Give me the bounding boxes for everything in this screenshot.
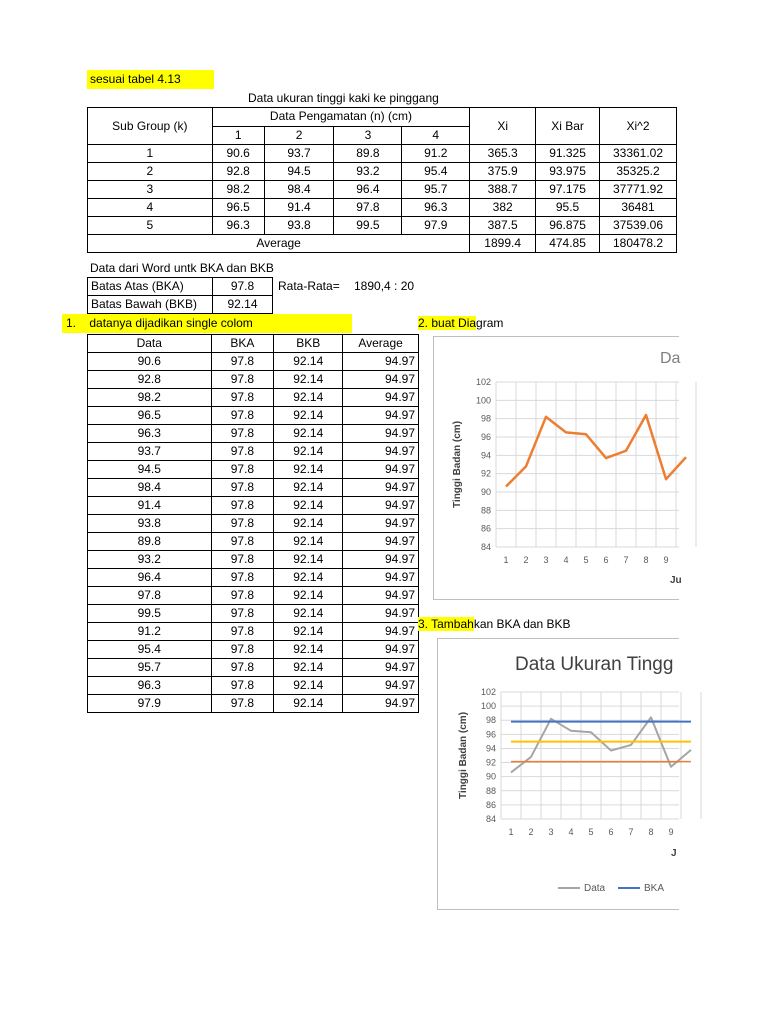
y-tick-label: 102 xyxy=(475,377,491,387)
xi2-cell: 35325.2 xyxy=(600,163,677,181)
data-cell: 98.2 xyxy=(88,389,212,407)
observation-table xyxy=(87,107,677,253)
bkb-cell: 92.14 xyxy=(274,425,343,443)
x-tick-label: 5 xyxy=(588,827,594,837)
bka-cell: 97.8 xyxy=(211,569,274,587)
obs-cell: 97.8 xyxy=(334,199,402,217)
average-cell: 94.97 xyxy=(343,389,419,407)
subgroup-header: Sub Group (k) xyxy=(88,108,213,145)
bkb-value: 92.14 xyxy=(213,296,273,314)
xi-cell: 382 xyxy=(470,199,536,217)
data-cell: 90.6 xyxy=(88,353,212,371)
rata-value: 1890,4 : 20 xyxy=(354,279,415,293)
bkb-cell: 92.14 xyxy=(274,605,343,623)
bka-cell: 97.8 xyxy=(211,587,274,605)
x-tick-label: 9 xyxy=(668,827,674,837)
bka-cell: 97.8 xyxy=(211,677,274,695)
data-cell: 99.5 xyxy=(88,605,212,623)
subgroup-cell: 3 xyxy=(88,181,213,199)
chart-title: Data Ukuran Tingg xyxy=(515,654,674,675)
table-row xyxy=(88,163,677,181)
single-column-table xyxy=(87,334,419,713)
x-tick-label: 7 xyxy=(623,555,629,565)
step1-banner xyxy=(62,314,352,333)
y-tick-label: 90 xyxy=(485,771,496,782)
obs-cell: 95.4 xyxy=(402,163,470,181)
bkb-cell: 92.14 xyxy=(274,479,343,497)
t2-header-data: Data xyxy=(88,335,212,353)
x-tick-label: 1 xyxy=(508,827,514,837)
y-tick-label: 102 xyxy=(480,687,496,697)
average-cell: 94.97 xyxy=(343,659,419,677)
step2-highlight: 2. buat Dia xyxy=(418,316,477,330)
avg-xi2: 180478.2 xyxy=(600,235,677,253)
y-tick-label: 98 xyxy=(480,413,491,424)
x-tick-label: 4 xyxy=(563,555,569,565)
average-cell: 94.97 xyxy=(343,623,419,641)
y-tick-label: 84 xyxy=(480,542,491,552)
average-cell: 94.97 xyxy=(343,677,419,695)
y-tick-label: 92 xyxy=(485,757,496,768)
xibar-cell: 95.5 xyxy=(536,199,600,217)
bka-cell: 97.8 xyxy=(211,605,274,623)
x-tick-label: 7 xyxy=(628,827,634,837)
bka-value: 97.8 xyxy=(213,278,273,296)
obs-cell: 91.2 xyxy=(402,145,470,163)
bka-cell: 97.8 xyxy=(211,461,274,479)
bkb-cell: 92.14 xyxy=(274,371,343,389)
x-tick-label: 1 xyxy=(503,555,509,565)
subgroup-cell: 4 xyxy=(88,199,213,217)
table-row xyxy=(88,533,419,551)
y-tick-label: 100 xyxy=(480,701,496,712)
table-row xyxy=(88,497,419,515)
t2-header-bka: BKA xyxy=(211,335,274,353)
obs-cell: 99.5 xyxy=(334,217,402,235)
bka-cell: 97.8 xyxy=(211,641,274,659)
step2-label xyxy=(418,315,503,332)
bkb-cell: 92.14 xyxy=(274,407,343,425)
step3-highlight: 3. Tambah xyxy=(418,617,474,631)
table-row xyxy=(88,443,419,461)
xi2-cell: 37539.06 xyxy=(600,217,677,235)
x-tick-label: 9 xyxy=(663,555,669,565)
table-row xyxy=(88,407,419,425)
data-cell: 92.8 xyxy=(88,371,212,389)
xi-cell: 388.7 xyxy=(470,181,536,199)
bka-cell: 97.8 xyxy=(211,551,274,569)
average-cell: 94.97 xyxy=(343,587,419,605)
average-cell: 94.97 xyxy=(343,353,419,371)
xibar-cell: 91.325 xyxy=(536,145,600,163)
y-tick-label: 86 xyxy=(480,523,491,534)
table-row xyxy=(88,479,419,497)
table-row xyxy=(88,371,419,389)
table-row xyxy=(88,623,419,641)
xi2-cell: 36481 xyxy=(600,199,677,217)
chart-title: Da xyxy=(660,350,681,367)
data-cell: 91.4 xyxy=(88,497,212,515)
average-cell: 94.97 xyxy=(343,461,419,479)
bkb-cell: 92.14 xyxy=(274,641,343,659)
xibar-cell: 96.875 xyxy=(536,217,600,235)
xibar-cell: 97.175 xyxy=(536,181,600,199)
bkb-cell: 92.14 xyxy=(274,533,343,551)
data-cell: 93.7 xyxy=(88,443,212,461)
table-row xyxy=(88,389,419,407)
data-cell: 97.8 xyxy=(88,587,212,605)
obs-cell: 91.4 xyxy=(264,199,334,217)
y-axis-title: Tinggi Badan (cm) xyxy=(452,420,463,509)
x-tick-label: 6 xyxy=(603,555,609,565)
step1-text: datanya dijadikan single colom xyxy=(89,316,253,330)
limits-table xyxy=(87,277,273,314)
xi2-header: Xi^2 xyxy=(600,108,677,145)
bkb-cell: 92.14 xyxy=(274,695,343,713)
x-tick-label: 2 xyxy=(528,827,534,837)
y-tick-label: 88 xyxy=(485,785,496,796)
average-cell: 94.97 xyxy=(343,425,419,443)
x-tick-label: 6 xyxy=(608,827,614,837)
obs-cell: 90.6 xyxy=(212,145,264,163)
bka-cell: 97.8 xyxy=(211,533,274,551)
table-row xyxy=(88,677,419,695)
average-cell: 94.97 xyxy=(343,443,419,461)
data-cell: 94.5 xyxy=(88,461,212,479)
average-cell: 94.97 xyxy=(343,641,419,659)
obs-cell: 97.9 xyxy=(402,217,470,235)
obs-col-header: 3 xyxy=(334,126,402,145)
avg-xi: 1899.4 xyxy=(470,235,536,253)
y-tick-label: 96 xyxy=(485,729,496,740)
table-row xyxy=(88,587,419,605)
table-row xyxy=(88,181,677,199)
average-cell: 94.97 xyxy=(343,569,419,587)
legend-label: BKA xyxy=(644,883,665,894)
x-tick-label: 8 xyxy=(643,555,649,565)
average-cell: 94.97 xyxy=(343,695,419,713)
obs-col-header: 2 xyxy=(264,126,334,145)
t2-header-bkb: BKB xyxy=(274,335,343,353)
bkb-cell: 92.14 xyxy=(274,461,343,479)
obs-cell: 92.8 xyxy=(212,163,264,181)
y-axis-title: Tinggi Badan (cm) xyxy=(458,711,469,800)
xi-cell: 387.5 xyxy=(470,217,536,235)
avg-xibar: 474.85 xyxy=(536,235,600,253)
table-row xyxy=(88,461,419,479)
step2-rest: gram xyxy=(476,316,504,330)
data-cell: 96.4 xyxy=(88,569,212,587)
data-cell: 93.8 xyxy=(88,515,212,533)
bka-cell: 97.8 xyxy=(211,425,274,443)
bkb-cell: 92.14 xyxy=(274,443,343,461)
obs-cell: 95.7 xyxy=(402,181,470,199)
obs-col-header: 1 xyxy=(212,126,264,145)
bkb-cell: 92.14 xyxy=(274,551,343,569)
data-cell: 95.4 xyxy=(88,641,212,659)
chart2-box[interactable] xyxy=(437,638,679,910)
obs-cell: 93.7 xyxy=(264,145,334,163)
obs-cell: 94.5 xyxy=(264,163,334,181)
table-row xyxy=(88,605,419,623)
bka-cell: 97.8 xyxy=(211,623,274,641)
bkb-cell: 92.14 xyxy=(274,587,343,605)
bkb-cell: 92.14 xyxy=(274,569,343,587)
subgroup-cell: 2 xyxy=(88,163,213,181)
table-row xyxy=(88,145,677,163)
bka-cell: 97.8 xyxy=(211,353,274,371)
chart1 xyxy=(434,337,682,599)
average-cell: 94.97 xyxy=(343,479,419,497)
x-axis-title: Ju xyxy=(670,575,682,586)
x-tick-label: 2 xyxy=(523,555,529,565)
step3-rest: kan BKA dan BKB xyxy=(473,617,571,631)
bka-cell: 97.8 xyxy=(211,407,274,425)
x-tick-label: 3 xyxy=(548,827,554,837)
y-tick-label: 98 xyxy=(485,715,496,726)
title-note: sesuai tabel 4.13 xyxy=(87,70,214,89)
table-row xyxy=(88,569,419,587)
bka-cell: 97.8 xyxy=(211,443,274,461)
y-tick-label: 94 xyxy=(485,743,496,754)
chart2 xyxy=(438,639,679,909)
obs-cell: 89.8 xyxy=(334,145,402,163)
bka-cell: 97.8 xyxy=(211,389,274,407)
average-cell: 94.97 xyxy=(343,497,419,515)
bkb-cell: 92.14 xyxy=(274,677,343,695)
data-cell: 98.4 xyxy=(88,479,212,497)
xibar-header: Xi Bar xyxy=(536,108,600,145)
bka-cell: 97.8 xyxy=(211,695,274,713)
subgroup-cell: 5 xyxy=(88,217,213,235)
table-row xyxy=(88,641,419,659)
data-cell: 95.7 xyxy=(88,659,212,677)
table-row xyxy=(88,425,419,443)
step1-number: 1. xyxy=(66,316,77,330)
bkb-label: Batas Bawah (BKB) xyxy=(88,296,213,314)
legend-label: Data xyxy=(584,883,606,894)
xi-cell: 375.9 xyxy=(470,163,536,181)
obs-col-header: 4 xyxy=(402,126,470,145)
table-row xyxy=(88,659,419,677)
obs-cell: 96.3 xyxy=(212,217,264,235)
x-tick-label: 8 xyxy=(648,827,654,837)
rata-label: Rata-Rata= xyxy=(278,279,340,293)
bka-cell: 97.8 xyxy=(211,659,274,677)
data-cell: 96.5 xyxy=(88,407,212,425)
limits-caption: Data dari Word untk BKA dan BKB xyxy=(90,261,274,275)
obs-cell: 98.4 xyxy=(264,181,334,199)
table1-caption: Data ukuran tinggi kaki ke pinggang xyxy=(248,91,439,105)
x-tick-label: 4 xyxy=(568,827,574,837)
obs-cell: 96.5 xyxy=(212,199,264,217)
y-tick-label: 88 xyxy=(480,505,491,516)
xi2-cell: 37771.92 xyxy=(600,181,677,199)
y-tick-label: 100 xyxy=(475,395,491,406)
data-cell: 97.9 xyxy=(88,695,212,713)
bkb-cell: 92.14 xyxy=(274,659,343,677)
data-cell: 93.2 xyxy=(88,551,212,569)
obs-cell: 96.3 xyxy=(402,199,470,217)
average-cell: 94.97 xyxy=(343,407,419,425)
data-cell: 96.3 xyxy=(88,677,212,695)
data-cell: 89.8 xyxy=(88,533,212,551)
subgroup-cell: 1 xyxy=(88,145,213,163)
data-cell: 96.3 xyxy=(88,425,212,443)
bka-cell: 97.8 xyxy=(211,479,274,497)
xi-header: Xi xyxy=(470,108,536,145)
y-tick-label: 90 xyxy=(480,487,491,497)
xi-cell: 365.3 xyxy=(470,145,536,163)
table-row xyxy=(88,199,677,217)
table-row xyxy=(88,515,419,533)
step3-label xyxy=(418,616,571,633)
xi2-cell: 33361.02 xyxy=(600,145,677,163)
bkb-cell: 92.14 xyxy=(274,623,343,641)
obs-cell: 93.8 xyxy=(264,217,334,235)
bkb-cell: 92.14 xyxy=(274,497,343,515)
xibar-cell: 93.975 xyxy=(536,163,600,181)
y-tick-label: 94 xyxy=(480,450,491,461)
average-cell: 94.97 xyxy=(343,515,419,533)
average-cell: 94.97 xyxy=(343,371,419,389)
y-tick-label: 84 xyxy=(485,814,496,824)
y-tick-label: 92 xyxy=(480,468,491,479)
bka-cell: 97.8 xyxy=(211,371,274,389)
x-tick-label: 3 xyxy=(543,555,549,565)
bkb-cell: 92.14 xyxy=(274,353,343,371)
obs-cell: 98.2 xyxy=(212,181,264,199)
t2-header-average: Average xyxy=(343,335,419,353)
obs-cell: 93.2 xyxy=(334,163,402,181)
table-row xyxy=(88,551,419,569)
observation-header: Data Pengamatan (n) (cm) xyxy=(212,108,469,127)
table-row xyxy=(88,217,677,235)
x-axis-title: J xyxy=(671,848,677,859)
y-tick-label: 86 xyxy=(485,799,496,810)
data-cell: 91.2 xyxy=(88,623,212,641)
bka-label: Batas Atas (BKA) xyxy=(88,278,213,296)
bka-cell: 97.8 xyxy=(211,497,274,515)
x-tick-label: 5 xyxy=(583,555,589,565)
table-row xyxy=(88,353,419,371)
chart1-box[interactable] xyxy=(433,336,682,600)
bka-cell: 97.8 xyxy=(211,515,274,533)
average-cell: 94.97 xyxy=(343,551,419,569)
average-cell: 94.97 xyxy=(343,533,419,551)
bkb-cell: 92.14 xyxy=(274,389,343,407)
y-tick-label: 96 xyxy=(480,432,491,442)
average-cell: 94.97 xyxy=(343,605,419,623)
average-label: Average xyxy=(88,235,470,253)
bkb-cell: 92.14 xyxy=(274,515,343,533)
obs-cell: 96.4 xyxy=(334,181,402,199)
table-row xyxy=(88,695,419,713)
